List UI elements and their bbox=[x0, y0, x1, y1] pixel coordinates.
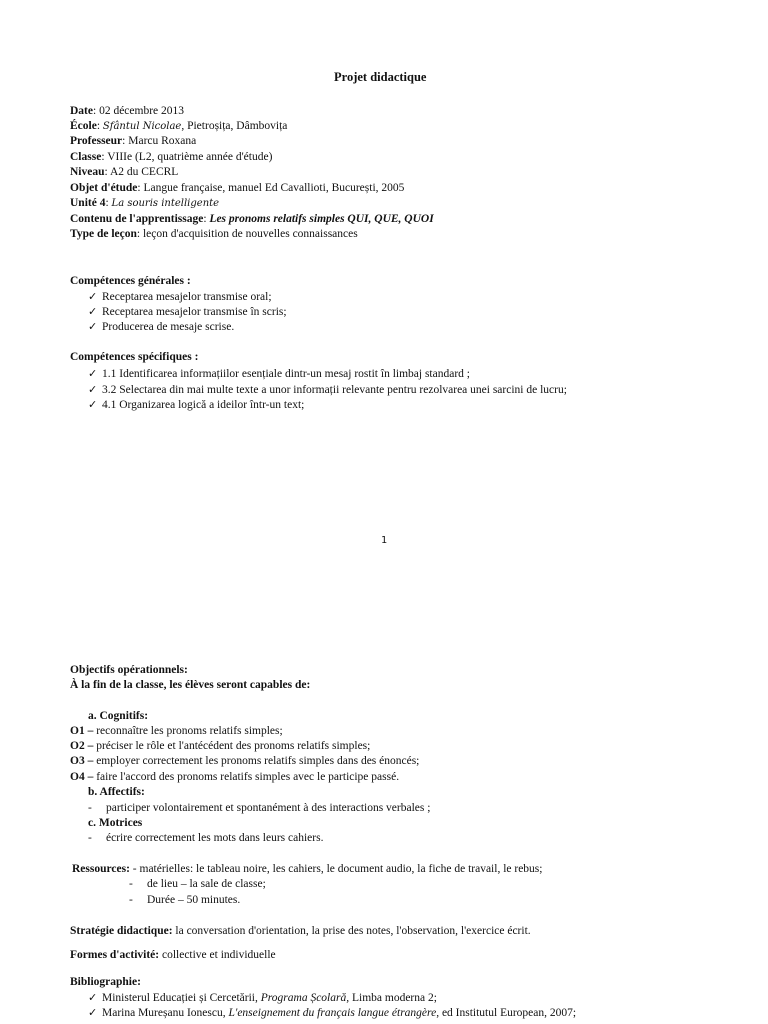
competences-generales-heading: Compétences générales : bbox=[70, 275, 191, 287]
affectifs-heading: b. Affectifs: bbox=[88, 786, 145, 798]
list-item: ✓ Producerea de mesaje scrise. bbox=[88, 320, 235, 333]
niveau-label: Niveau bbox=[70, 166, 105, 178]
objective-o4: O4 – faire l'accord des pronoms relatifs simples avec le participe passé. bbox=[70, 771, 400, 783]
check-icon: ✓ bbox=[88, 320, 98, 333]
prof-line: Professeur: Marcu Roxana bbox=[70, 135, 197, 147]
type-line: Type de leçon: leçon d'acquisition de nouvelles connaissances bbox=[70, 228, 358, 240]
list-item: ✓ 4.1 Organizarea logică a ideilor într-un text; bbox=[88, 398, 305, 411]
ecole-line: École: Sfântul Nicolae, Pietroșița, Dâmbovița bbox=[70, 120, 288, 132]
prof-value: Marcu Roxana bbox=[128, 135, 197, 147]
objet-value: Langue française, manuel Ed Cavallioti, București, 2005 bbox=[143, 182, 405, 194]
ecole-value-italic: Sfântul Nicolae bbox=[102, 121, 182, 132]
classe-line: Classe: VIIIe (L2, quatrième année d'étude) bbox=[70, 151, 273, 163]
cognitifs-heading: a. Cognitifs: bbox=[88, 710, 149, 722]
formes-line: Formes d'activité: collective et individuelle bbox=[70, 949, 276, 961]
bibliographie-heading: Bibliographie: bbox=[70, 976, 141, 988]
list-item: - participer volontairement et spontanément à des interactions verbales ; bbox=[88, 802, 431, 814]
check-icon: ✓ bbox=[88, 305, 98, 318]
unite-line: Unité 4: La souris intelligente bbox=[70, 197, 220, 209]
list-item: - écrire correctement les mots dans leurs cahiers. bbox=[88, 832, 324, 844]
objective-o1: O1 – reconnaître les pronoms relatifs simples; bbox=[70, 725, 283, 737]
objectifs-heading: Objectifs opérationnels: bbox=[70, 664, 188, 676]
formes-label: Formes d'activité: bbox=[70, 949, 160, 961]
check-icon: ✓ bbox=[88, 991, 98, 1004]
type-label: Type de leçon bbox=[70, 228, 137, 240]
unite-label: Unité 4 bbox=[70, 197, 106, 209]
strategie-label: Stratégie didactique: bbox=[70, 925, 173, 937]
date-label: Date bbox=[70, 105, 93, 117]
list-item: ✓ Marina Mureșanu Ionescu, L'enseignement du français langue étrangère, ed Institutul European, 2007; bbox=[88, 1006, 577, 1019]
check-icon: ✓ bbox=[88, 367, 98, 380]
objectifs-intro: À la fin de la classe, les élèves seront capables de: bbox=[70, 679, 311, 691]
classe-value: VIIIe (L2, quatrième année d'étude) bbox=[107, 151, 273, 163]
check-icon: ✓ bbox=[88, 290, 98, 303]
strategie-line: Stratégie didactique: la conversation d'orientation, la prise des notes, l'observation, l'exercice écrit. bbox=[70, 925, 531, 937]
unite-value: La souris intelligente bbox=[111, 198, 220, 209]
objective-o2: O2 – préciser le rôle et l'antécédent des pronoms relatifs simples; bbox=[70, 740, 371, 752]
check-icon: ✓ bbox=[88, 1006, 98, 1019]
date-line: Date: 02 décembre 2013 bbox=[70, 105, 185, 117]
contenu-line: Contenu de l'apprentissage: Les pronoms relatifs simples QUI, QUE, QUOI bbox=[70, 213, 434, 225]
list-item: - Durée – 50 minutes. bbox=[129, 894, 241, 906]
contenu-value: Les pronoms relatifs simples QUI, QUE, QUOI bbox=[209, 213, 434, 225]
date-value: 02 décembre 2013 bbox=[99, 105, 185, 117]
page-title: Projet didactique bbox=[334, 70, 427, 84]
list-item: ✓ Receptarea mesajelor transmise în scris; bbox=[88, 305, 287, 318]
ecole-label: École bbox=[70, 120, 97, 132]
page-number: 1 bbox=[381, 535, 388, 546]
list-item: ✓ 1.1 Identificarea informațiilor esențiale dintr-un mesaj rostit în limbaj standard ; bbox=[88, 367, 470, 380]
check-icon: ✓ bbox=[88, 383, 98, 396]
check-icon: ✓ bbox=[88, 398, 98, 411]
motrices-heading: c. Motrices bbox=[88, 817, 143, 829]
prof-label: Professeur bbox=[70, 135, 123, 147]
objet-line: Objet d'étude: Langue française, manuel Ed Cavallioti, București, 2005 bbox=[70, 182, 405, 194]
classe-label: Classe bbox=[70, 151, 102, 163]
type-value: leçon d'acquisition de nouvelles connaissances bbox=[142, 228, 358, 240]
objet-label: Objet d'étude bbox=[70, 182, 138, 194]
objective-o3: O3 – employer correctement les pronoms relatifs simples dans des énoncés; bbox=[70, 755, 420, 767]
list-item: ✓ 3.2 Selectarea din mai multe texte a unor informații relevante pentru rezolvarea unei sarcini de lucru; bbox=[88, 383, 567, 396]
ressources-line: Ressources: - matérielles: le tableau noire, les cahiers, le document audio, la fiche de travail, le rebus; bbox=[72, 863, 543, 875]
niveau-line: Niveau: A2 du CECRL bbox=[70, 166, 179, 178]
competences-specifiques-heading: Compétences spécifiques : bbox=[70, 351, 199, 363]
ecole-value: , Pietroșița, Dâmbovița bbox=[181, 120, 288, 132]
list-item: ✓ Ministerul Educației și Cercetării, Programa Școlară, Limba moderna 2; bbox=[88, 991, 437, 1004]
list-item: ✓ Receptarea mesajelor transmise oral; bbox=[88, 290, 272, 303]
contenu-label: Contenu de l'apprentissage bbox=[70, 213, 204, 225]
ressources-label: Ressources: bbox=[72, 863, 130, 875]
list-item: - de lieu – la sale de classe; bbox=[129, 878, 266, 890]
niveau-value: A2 du CECRL bbox=[109, 166, 179, 178]
